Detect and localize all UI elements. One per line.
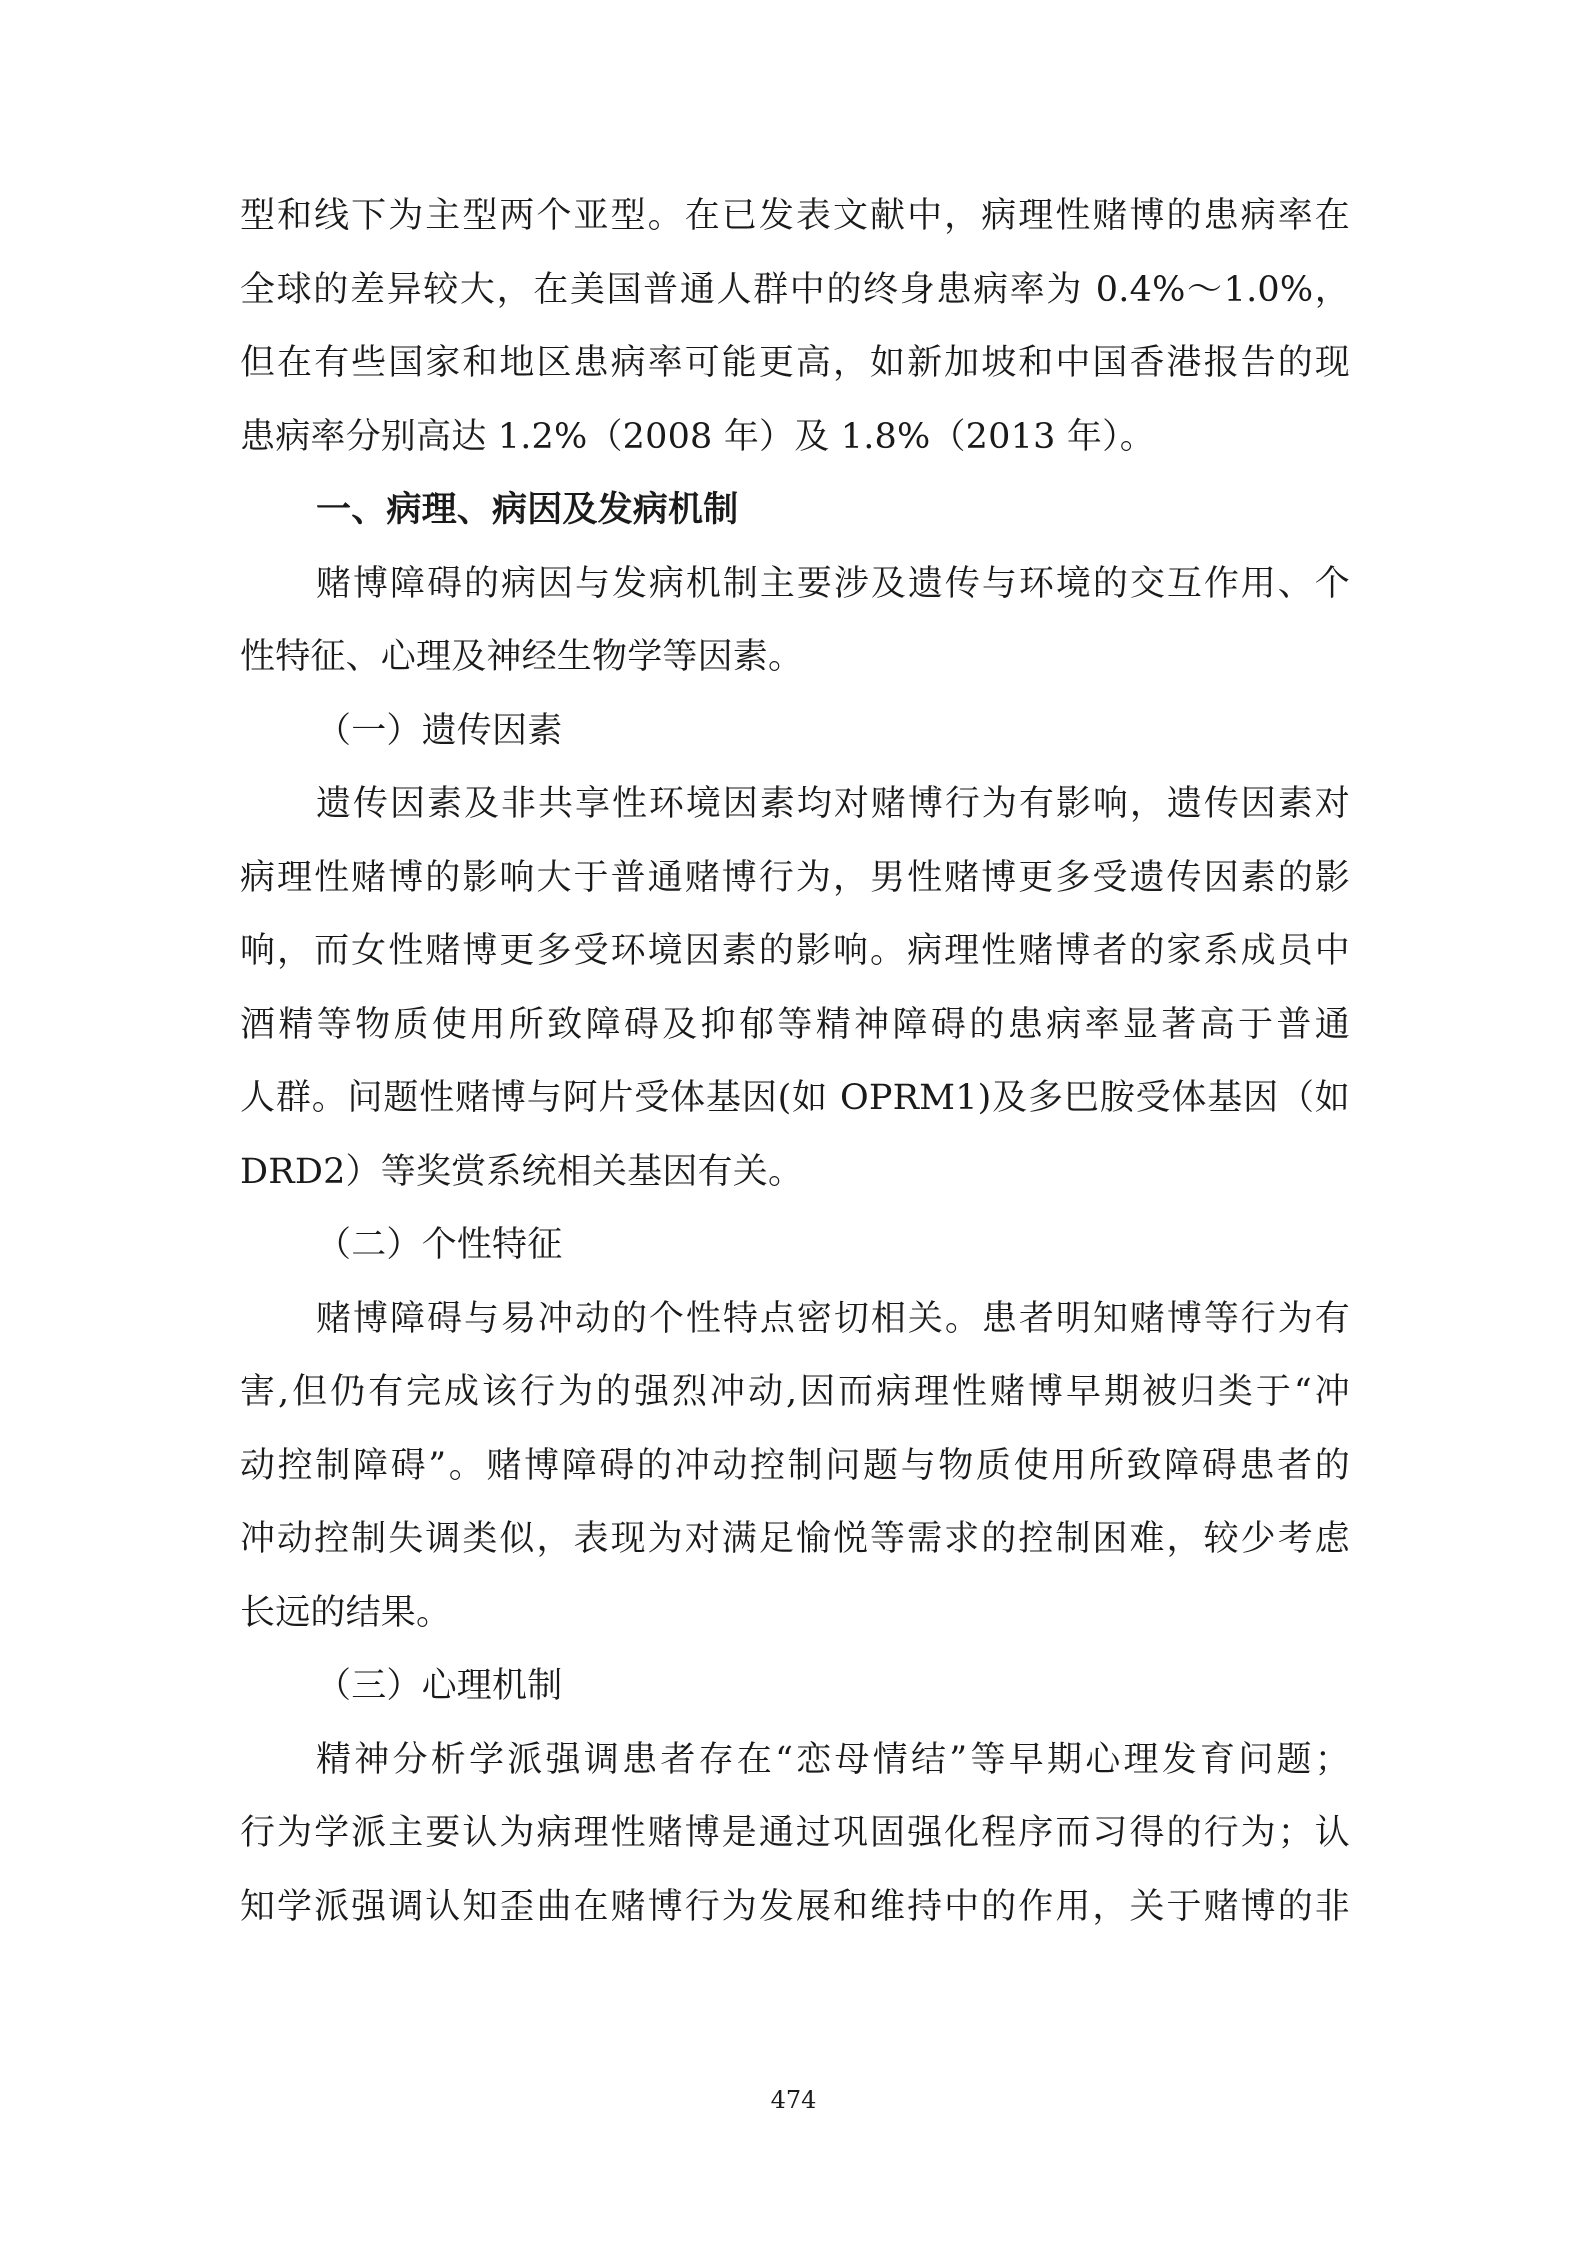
body-text: [240, 180, 1350, 1944]
subsection-heading: （一）遗传因素: [316, 710, 563, 751]
paragraph-line: 人群。问题性赌博与阿片受体基因(如 OPRM1)及多巴胺受体基因（如: [240, 1078, 1350, 1118]
paragraph-line: 赌博障碍的病因与发病机制主要涉及遗传与环境的交互作用、个: [316, 563, 1350, 604]
subsection-heading: （二）个性特征: [316, 1225, 563, 1265]
paragraph-line: 型和线下为主型两个亚型。在已发表文献中，病理性赌博的患病率在: [240, 196, 1350, 236]
paragraph-line: 酒精等物质使用所致障碍及抑郁等精神障碍的患病率显著高于普通: [240, 1004, 1350, 1045]
paragraph-line: 病理性赌博的影响大于普通赌博行为，男性赌博更多受遗传因素的影: [240, 857, 1350, 898]
paragraph-line: 害,但仍有完成该行为的强烈冲动,因而病理性赌博早期被归类于“冲: [240, 1372, 1350, 1412]
paragraph-line: 精神分析学派强调患者存在“恋母情结”等早期心理发育问题；: [316, 1739, 1350, 1780]
paragraph-line: 患病率分别高达 1.2%（2008 年）及 1.8%（2013 年）。: [240, 416, 1155, 457]
section-heading: 一、病理、病因及发病机制: [316, 490, 739, 530]
paragraph-line: 但在有些国家和地区患病率可能更高，如新加坡和中国香港报告的现: [240, 343, 1350, 383]
paragraph-line: 行为学派主要认为病理性赌博是通过巩固强化程序而习得的行为；认: [240, 1813, 1350, 1853]
paragraph-line: 赌博障碍与易冲动的个性特点密切相关。患者明知赌博等行为有: [316, 1298, 1350, 1339]
paragraph-line: 动控制障碍”。赌博障碍的冲动控制问题与物质使用所致障碍患者的: [240, 1445, 1350, 1486]
subsection-heading: （三）心理机制: [316, 1666, 563, 1706]
page-number: 474: [770, 2086, 817, 2114]
paragraph-line: 冲动控制失调类似，表现为对满足愉悦等需求的控制困难，较少考虑: [240, 1519, 1350, 1559]
paragraph-line: 长远的结果。: [240, 1592, 452, 1633]
paragraph-line: 知学派强调认知歪曲在赌博行为发展和维持中的作用，关于赌博的非: [240, 1886, 1350, 1927]
paragraph-line: DRD2）等奖赏系统相关基因有关。: [240, 1151, 804, 1192]
paragraph-line: 性特征、心理及神经生物学等因素。: [240, 637, 804, 677]
paragraph-line: 遗传因素及非共享性环境因素均对赌博行为有影响，遗传因素对: [316, 784, 1350, 824]
paragraph-line: 全球的差异较大，在美国普通人群中的终身患病率为 0.4%～1.0%，: [240, 269, 1350, 310]
paragraph-line: 响，而女性赌博更多受环境因素的影响。病理性赌博者的家系成员中: [240, 931, 1350, 971]
